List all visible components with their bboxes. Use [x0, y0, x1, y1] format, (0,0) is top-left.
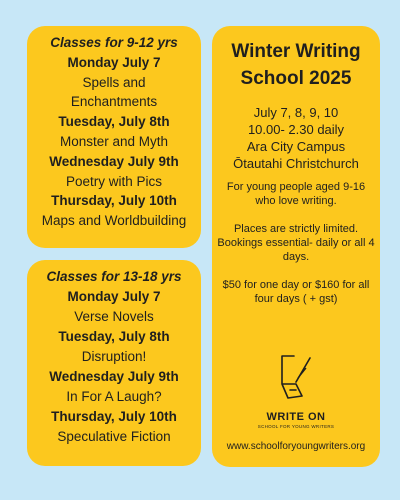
event-places: Places are strictly limited. Bookings essential- daily or all 4 days.	[217, 223, 375, 263]
event-info-card	[212, 26, 380, 467]
junior-heading: Classes for 9-12 yrs	[50, 35, 178, 50]
session-topic: Spells and	[82, 74, 146, 90]
event-city: Ōtautahi Christchurch	[233, 156, 359, 171]
senior-heading: Classes for 13-18 yrs	[46, 269, 182, 284]
session-topic: Monster and Myth	[59, 133, 169, 149]
brand-tagline: SCHOOL FOR YOUNG WRITERS	[257, 424, 335, 429]
session-day: Tuesday, July 8th	[58, 329, 170, 344]
senior-classes-card	[27, 260, 201, 466]
session-topic: Poetry with Pics	[65, 173, 163, 189]
session-topic: Speculative Fiction	[57, 429, 171, 444]
session-day: Monday July 7	[67, 54, 161, 70]
session-day: Monday July 7	[67, 289, 161, 304]
event-times: 10.00- 2.30 daily	[247, 122, 345, 137]
session-day: Thursday, July 10th	[51, 409, 177, 424]
event-title-line: Winter Writing	[231, 41, 361, 62]
event-audience: For young people aged 9-16 who love writing.	[226, 181, 366, 207]
session-topic: Disruption!	[81, 349, 147, 364]
event-title-line: School 2025	[240, 68, 352, 89]
event-dates: July 7, 8, 9, 10	[253, 105, 339, 120]
session-day: Tuesday, July 8th	[58, 114, 170, 130]
session-topic: Verse Novels	[74, 309, 154, 324]
session-day: Thursday, July 10th	[51, 193, 177, 209]
pen-nib-icon	[276, 354, 316, 404]
session-day: Wednesday July 9th	[49, 153, 179, 169]
session-topic: Maps and Worldbuilding	[41, 213, 187, 229]
session-day: Wednesday July 9th	[49, 369, 179, 384]
event-title	[212, 38, 380, 92]
session-topic: In For A Laugh?	[66, 389, 162, 404]
junior-classes-card	[27, 26, 201, 248]
write-on-logo	[212, 354, 380, 429]
event-campus: Ara City Campus	[246, 139, 346, 154]
brand-name: WRITE ON	[266, 411, 326, 423]
event-price: $50 for one day or $160 for all four days ( + gst)	[222, 279, 370, 305]
session-topic: Enchantments	[70, 94, 158, 110]
website-link[interactable]: www.schoolforyoungwriters.org	[226, 441, 366, 452]
